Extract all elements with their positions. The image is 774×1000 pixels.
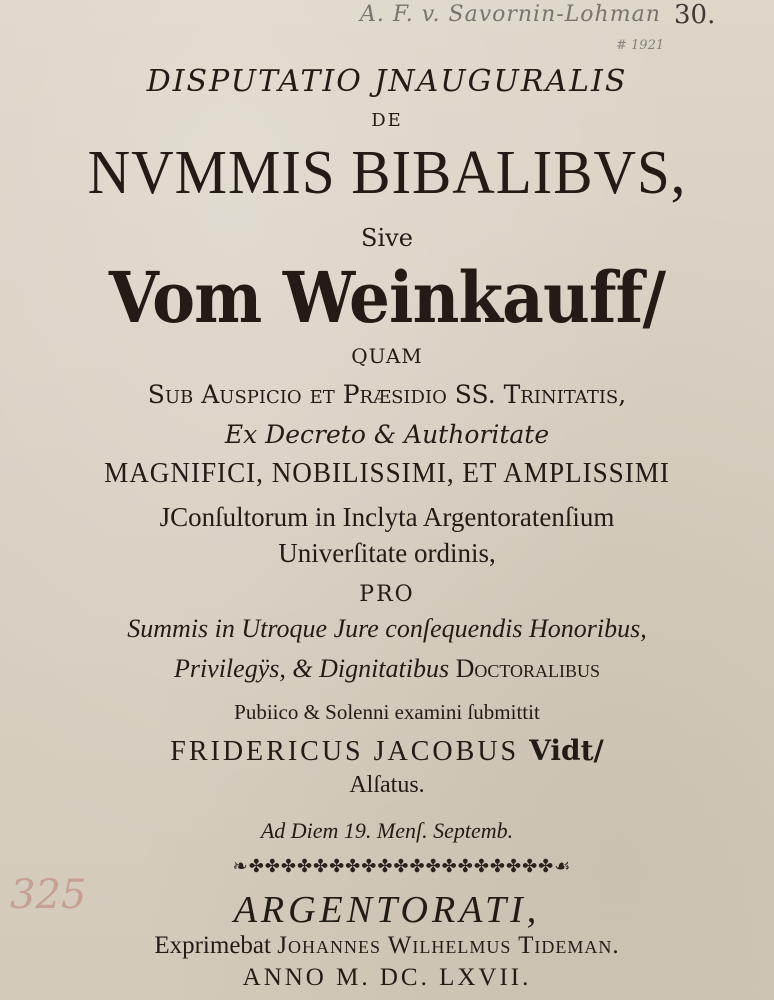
handwritten-sub-note: # 1921 bbox=[616, 38, 665, 53]
year-line: ANNO M. DC. LXVII. bbox=[242, 964, 532, 991]
printer-name: Johannes Wilhelmus Tideman. bbox=[277, 932, 620, 959]
faded-shelf-mark: 325 bbox=[10, 872, 87, 918]
examination-line: Pubiico & Solenni examini ſubmittit bbox=[234, 700, 540, 724]
printer-verb: Exprimebat bbox=[154, 932, 271, 959]
sive-conjunction: Sive bbox=[361, 224, 413, 252]
main-title: NVMMIS BIBALIBVS, bbox=[87, 139, 687, 207]
printer-line bbox=[0, 932, 774, 960]
preposition-de: DE bbox=[371, 110, 403, 131]
doctoral-caps-text: Doctoralibus bbox=[455, 654, 601, 683]
quam-line: QUAM bbox=[351, 344, 423, 368]
author-origin: Alſatus. bbox=[349, 772, 425, 798]
pro-line: PRO bbox=[359, 582, 415, 607]
decree-line: Ex Decreto & Authoritate bbox=[224, 420, 550, 449]
handwritten-number: 30. bbox=[674, 0, 716, 30]
privileges-italic-text: Privilegÿs, & Dignitatibus bbox=[173, 654, 450, 683]
disputation-heading: DISPUTATIO JNAUGURALIS bbox=[146, 64, 628, 99]
auspices-line: Sub Auspicio et Præsidio SS. Trinitatis, bbox=[147, 380, 627, 409]
privileges-line bbox=[0, 654, 774, 684]
author-name-line bbox=[0, 734, 774, 768]
magnifici-line: MAGNIFICI, NOBILISSIMI, ET AMPLISSIMI bbox=[104, 458, 670, 489]
university-line: Univerſitate ordinis, bbox=[278, 538, 496, 568]
jurists-line: JConſultorum in Inclyta Argentoratenſium bbox=[159, 502, 615, 532]
german-subtitle: Vom Weinkauff/ bbox=[108, 256, 666, 339]
date-line: Ad Diem 19. Menſ. Septemb. bbox=[260, 818, 514, 843]
author-surname: Vidt/ bbox=[529, 734, 604, 767]
author-given-names: FRIDERICUS JACOBUS bbox=[170, 736, 520, 767]
place-of-printing: ARGENTORATI, bbox=[233, 889, 541, 931]
ornament-rule: ❧✤✤✤✤✤✤✤✤✤✤✤✤✤✤✤✤✤✤✤☙ bbox=[232, 856, 572, 877]
honours-line: Summis in Utroque Jure conſequendis Honoribus, bbox=[127, 614, 647, 643]
handwritten-provenance-note: A. F. v. Savornin-Lohman bbox=[360, 2, 661, 27]
